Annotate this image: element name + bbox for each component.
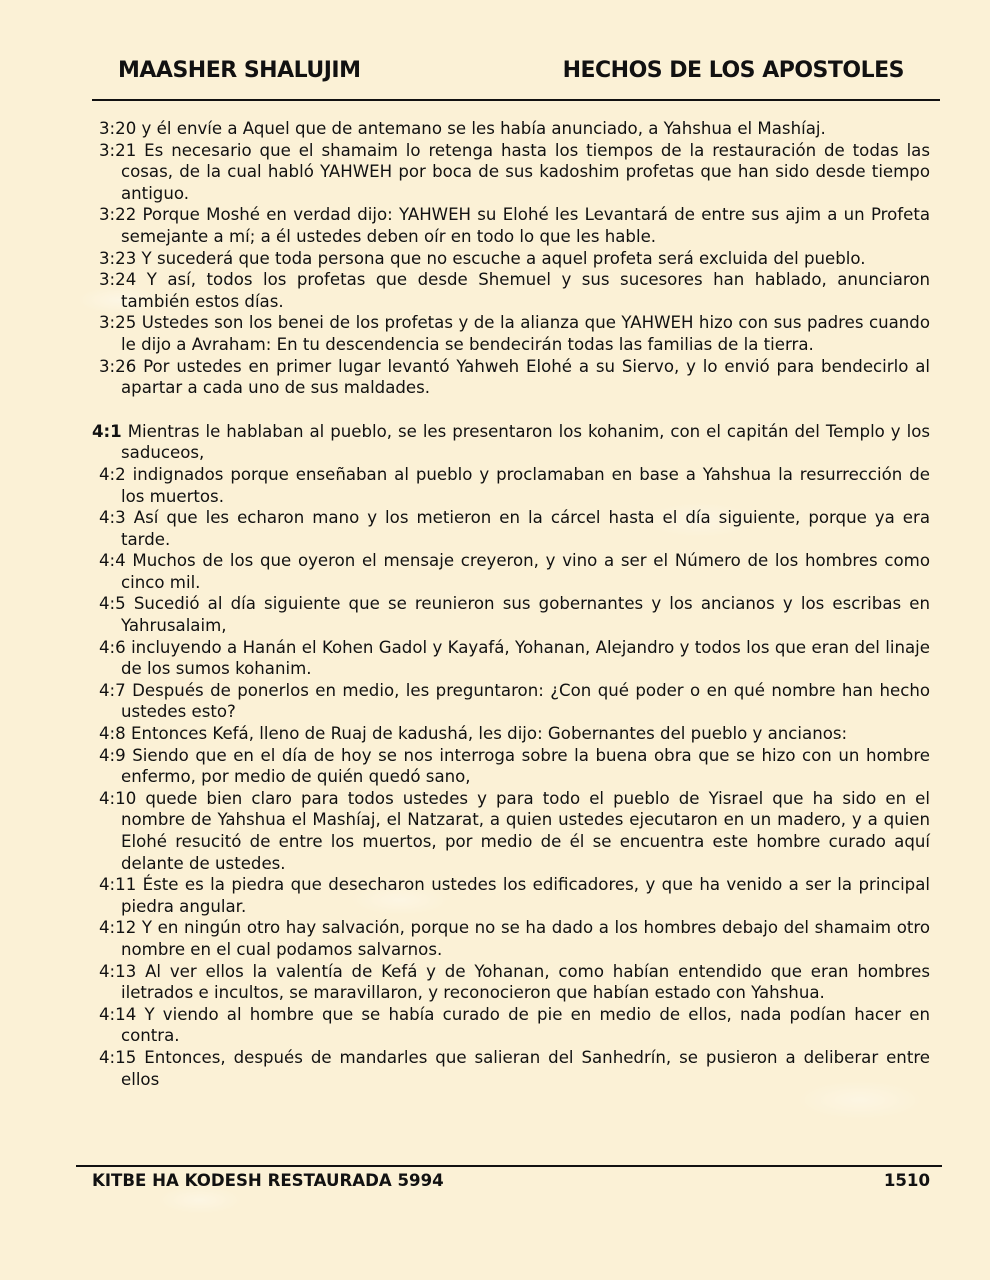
verse-text: Después de ponerlos en medio, les preguntaron: ¿Con qué poder o en qué nombre han hecho ustedes esto? [121, 680, 930, 722]
verse-3-23 [92, 248, 930, 270]
verse-text: Y así, todos los profetas que desde Shemuel y sus sucesores han hablado, anunciaron también estos días. [121, 270, 930, 311]
verse-3-22 [92, 204, 930, 247]
verse-4-6 [92, 637, 930, 680]
verse-4-11 [92, 874, 930, 917]
verse-4-14 [92, 1004, 930, 1047]
verse-text: Éste es la piedra que desecharon ustedes los edificadores, y que ha venido a ser la principal piedra angular. [121, 875, 930, 916]
verse-ref: 4:7 [99, 680, 126, 700]
verse-ref: 4:2 [99, 464, 126, 484]
verse-ref: 4:10 [99, 788, 137, 808]
verse-3-26 [92, 356, 930, 399]
verse-ref: 3:25 [99, 313, 137, 333]
verse-4-12 [92, 917, 930, 960]
verse-text: Muchos de los que oyeron el mensaje creyeron, y vino a ser el Número de los hombres como cinco mil. [121, 551, 930, 592]
book-title-hebrew: MAASHER SHALUJIM [118, 58, 361, 83]
verse-text: quede bien claro para todos ustedes y para todo el pueblo de Yisrael que ha sido en el nombre de Yahshua el Mashíaj, el Natzarat, a quien ustedes ejecutaron en un madero, y a quien Elohé resucitó de entre los muertos, por medio de él se encuentra este hombre curado aquí delante de ustedes. [121, 788, 930, 873]
verse-text: indignados porque enseñaban al pueblo y proclamaban en base a Yahshua la resurrección de los muertos. [121, 464, 930, 506]
verse-4-13 [92, 961, 930, 1004]
chapter-start-ref: 4:1 [92, 421, 122, 441]
page-number: 1510 [883, 1171, 930, 1190]
verse-text: Entonces Kefá, lleno de Ruaj de kadushá, les dijo: Gobernantes del pueblo y ancianos: [125, 724, 848, 744]
header-divider [92, 99, 940, 101]
verse-text: y él envíe a Aquel que de antemano se les había anunciado, a Yahshua el Mashíaj. [136, 119, 826, 138]
verse-ref: 4:12 [99, 918, 137, 938]
verse-ref: 3:26 [99, 356, 137, 376]
verse-text: Así que les echaron mano y los metieron en la cárcel hasta el día siguiente, porque ya era tarde. [121, 508, 930, 549]
verse-ref: 4:8 [99, 724, 126, 744]
verse-text: Porque Moshé en verdad dijo: YAHWEH su Elohé les Levantará de entre sus ajim a un Profeta semejante a mí; a él ustedes deben oír en todo lo que les hable. [121, 205, 930, 246]
verse-4-4 [92, 550, 930, 593]
scripture-text [92, 118, 930, 1090]
chapter-gap [92, 399, 930, 421]
verse-4-5 [92, 593, 930, 636]
verse-ref: 3:24 [99, 270, 137, 290]
verse-4-10 [92, 788, 930, 874]
verse-4-2 [92, 464, 930, 507]
verse-3-20 [92, 118, 930, 140]
verse-4-1 [92, 421, 930, 464]
verse-ref: 3:20 [99, 119, 137, 138]
verse-ref: 4:11 [99, 875, 137, 895]
verse-ref: 4:9 [99, 745, 126, 765]
verse-ref: 3:21 [99, 140, 137, 160]
verse-ref: 4:14 [99, 1004, 137, 1024]
page-footer [92, 1171, 930, 1193]
verse-3-25 [92, 312, 930, 355]
verse-4-3 [92, 507, 930, 550]
verse-text: Entonces, después de mandarles que salieran del Sanhedrín, se pusieron a deliberar entre ellos [121, 1047, 930, 1089]
verse-text: Al ver ellos la valentía de Kefá y de Yohanan, como habían entendido que eran hombres iletrados e incultos, se maravillaron, y reconocieron que habían estado con Yahshua. [121, 961, 930, 1003]
verse-4-8 [92, 723, 930, 745]
verse-text: incluyendo a Hanán el Kohen Gadol y Kayafá, Yohanan, Alejandro y todos los que eran del linaje de los sumos kohanim. [121, 637, 930, 679]
verse-text: Y sucederá que toda persona que no escuche a aquel profeta será excluida del pueblo. [136, 248, 866, 268]
verse-text: Y viendo al hombre que se había curado de pie en medio de ellos, nada podían hacer en contra. [121, 1004, 930, 1046]
page-header [92, 58, 940, 88]
footer-book-name: KITBE HA KODESH RESTAURADA 5994 [92, 1171, 444, 1190]
verse-ref: 4:4 [99, 551, 126, 571]
verse-text: Por ustedes en primer lugar levantó Yahweh Elohé a su Siervo, y lo envió para bendecirlo al apartar a cada uno de sus maldades. [121, 356, 930, 398]
verse-text: Es necesario que el shamaim lo retenga hasta los tiempos de la restauración de todas las cosas, de la cual habló YAHWEH por boca de sus kadoshim profetas que han sido desde tiempo antiguo. [121, 140, 930, 203]
footer-divider [76, 1165, 942, 1167]
verse-ref: 3:22 [99, 205, 137, 225]
verse-ref: 4:13 [99, 961, 137, 981]
verse-text: Siendo que en el día de hoy se nos interroga sobre la buena obra que se hizo con un hombre enfermo, por medio de quién quedó sano, [121, 745, 930, 787]
verse-ref: 4:15 [99, 1047, 137, 1067]
verse-3-24 [92, 269, 930, 312]
verse-4-15 [92, 1047, 930, 1090]
verse-3-21 [92, 140, 930, 205]
verse-4-7 [92, 680, 930, 723]
verse-text: Y en ningún otro hay salvación, porque no se ha dado a los hombres debajo del shamaim otro nombre en el cual podamos salvarnos. [121, 918, 930, 959]
verse-ref: 4:3 [99, 508, 126, 528]
verse-ref: 3:23 [99, 248, 137, 268]
verse-ref: 4:5 [99, 594, 126, 614]
verse-text: Ustedes son los benei de los profetas y de la alianza que YAHWEH hizo con sus padres cuando le dijo a Avraham: En tu descendencia se bendecirán todas las familias de la tierra. [121, 313, 930, 354]
verse-ref: 4:6 [99, 637, 126, 657]
verse-4-9 [92, 745, 930, 788]
verse-text: Sucedió al día siguiente que se reunieron sus gobernantes y los ancianos y los escribas en Yahrusalaim, [121, 594, 930, 636]
book-title-spanish: HECHOS DE LOS APOSTOLES [562, 58, 904, 83]
verse-text: Mientras le hablaban al pueblo, se les presentaron los kohanim, con el capitán del Templo y los saduceos, [121, 421, 930, 463]
